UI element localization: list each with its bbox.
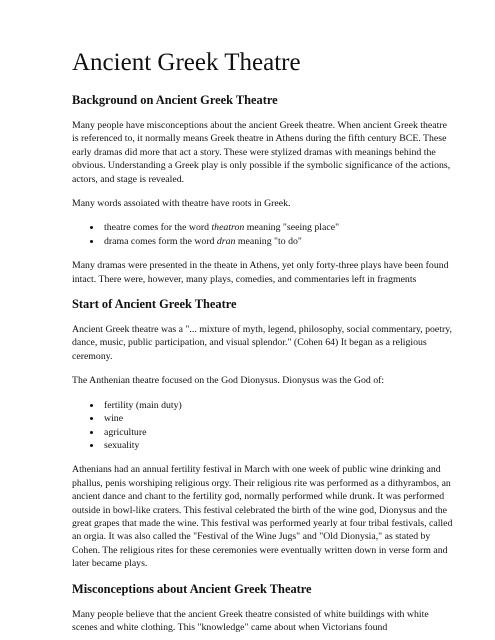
paragraph: Many people believe that the ancient Greek theatre consisted of white buildings with white scenes and white clothing. This "knowledge" came about when Victorians found [72, 608, 429, 633]
paragraph: Many people have misconceptions about the ancient Greek theatre. When ancient Greek theatre is referenced to, it normally means Greek theatre in Athens during the fifth century BCE. These early dramas did more that act a story. These were stylized dramas with meanings behind the obvious. Understanding a Greek play is only possible if the symbolic significance of the actions, actors, and stage is revealed. [72, 120, 451, 185]
page-title: Ancient Greek Theatre [72, 49, 301, 76]
paragraph: Ancient Greek theatre was a "... mixture of myth, legend, philosophy, social commentary, poetry, dance, music, public participation, and visual splendor." (Cohen 64) It began as a religious ceremony. [72, 324, 452, 362]
paragraph: The Anthenian theatre focused on the God Dionysus. Dionysus was the God of: [72, 375, 385, 387]
section-heading-background: Background on Ancient Greek Theatre [72, 93, 278, 107]
word-roots-list [72, 221, 455, 248]
section-heading-start: Start of Ancient Greek Theatre [72, 297, 237, 312]
list-item: • sexuality [102, 439, 455, 452]
paragraph: Athenians had an annual fertility festival in March with one week of public wine drinking and phallus, penis worshiping religious orgy. Their religious rite was performed as a dithyrambos, an ancient dance and chant to the fertility god, normally performed while drunk. It was performed outside in bowl-like craters. This festival celebrated the birth of the wine god, Dionysus and the great grapes that made the wine. This festival was performed yearly at four tribal festivals, called an orgia. It was also called the "Festival of the Wine Jugs" and "Old Dionysia," as stated by Cohen. The religious rites for these ceremonies were eventually written down in verse form and later became plays. [72, 464, 453, 570]
list-item: • theatre comes for the word theatron meaning "seeing place" [102, 221, 455, 234]
list-item: • fertility (main duty) [102, 399, 455, 412]
section-heading-misconceptions: Misconceptions about Ancient Greek Theatre [72, 581, 312, 596]
paragraph: Many words assoiated with theatre have roots in Greek. [72, 198, 291, 210]
list-item: • wine [102, 412, 455, 425]
list-item: • agriculture [102, 426, 455, 439]
list-item: • drama comes form the word dran meaning "to do" [102, 235, 455, 248]
paragraph: Many dramas were presented in the theate in Athens, yet only forty-three plays have been found intact. There were, however, many plays, comedies, and commentaries left in fragments [72, 260, 449, 285]
dionysus-domains-list [72, 399, 455, 453]
